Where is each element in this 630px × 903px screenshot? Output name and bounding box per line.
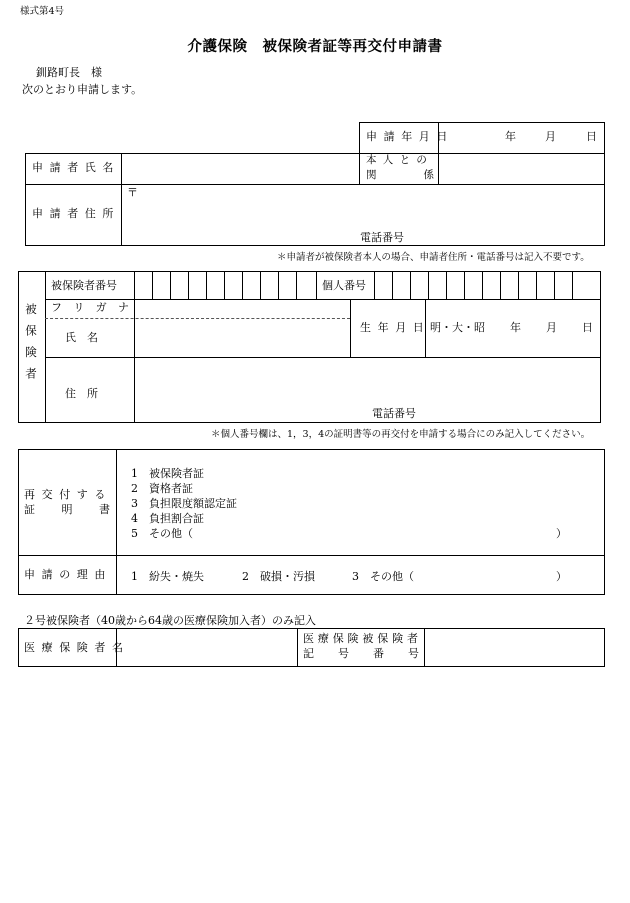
- furigana-label: フ リ ガ ナ: [51, 301, 129, 314]
- date-year-label: 年: [505, 130, 516, 143]
- birthdate-label: 生年月日: [360, 321, 431, 334]
- reissue-other-close: ）: [556, 527, 567, 540]
- reissue-other-field[interactable]: [200, 523, 550, 539]
- relation-label-line1: 本人との: [366, 154, 434, 166]
- applicant-note: ＊申請者が被保険者本人の場合、申請者住所・電話番号は記入不要です。: [277, 252, 590, 263]
- insured-address-field[interactable]: [137, 360, 597, 404]
- insured-name-label: 氏 名: [65, 331, 98, 344]
- applicant-address-label: 申請者住所: [32, 207, 120, 220]
- relation-label-line2: 関 係: [366, 169, 434, 181]
- insured-note: ＊個人番号欄は、1，3，4の証明書等の再交付を申請する場合にのみ記入してください。: [211, 429, 591, 440]
- mynumber-label: 個人番号: [322, 279, 366, 292]
- reissue-option-4[interactable]: 4 負担割合証: [131, 512, 204, 525]
- applicant-name-label: 申請者氏名: [32, 161, 120, 174]
- intro-text: 次のとおり申請します。: [22, 83, 143, 96]
- insured-phone-field[interactable]: [424, 406, 598, 421]
- reissue-option-5[interactable]: 5 その他（: [131, 527, 193, 540]
- date-day-label: 日: [586, 130, 597, 143]
- insured-side-label: 被保険者: [24, 303, 38, 389]
- mynumber-field[interactable]: [375, 272, 600, 298]
- postal-mark: 〒: [127, 186, 138, 199]
- reason-other-close: ）: [556, 570, 567, 583]
- reissue-label-line1: 再交付する: [24, 488, 112, 501]
- relation-field[interactable]: [441, 156, 602, 182]
- reissue-option-2[interactable]: 2 資格者証: [131, 482, 193, 495]
- insured-symbol-label-line1: 医療保険被保険者: [303, 632, 422, 645]
- birth-day-label: 日: [582, 321, 593, 334]
- birth-year-label: 年: [510, 321, 521, 334]
- applicant-address-field[interactable]: [140, 188, 600, 228]
- insured-number-field[interactable]: [135, 272, 315, 298]
- furigana-field[interactable]: [137, 301, 347, 316]
- insurer-name-label: 医療保険者名: [24, 641, 130, 654]
- insured-symbol-field[interactable]: [427, 631, 602, 664]
- reason-label: 申請の理由: [24, 568, 112, 581]
- birthdate-field[interactable]: [428, 302, 598, 354]
- reissue-option-3[interactable]: 3 負担限度額認定証: [131, 497, 237, 510]
- insured-number-label: 被保険者番号: [51, 279, 117, 292]
- application-date-field[interactable]: [445, 126, 497, 150]
- reissue-label-line2: 証 明 書: [24, 503, 110, 516]
- insured-address-label: 住 所: [65, 387, 98, 400]
- application-date-label: 申請年月日: [366, 130, 454, 143]
- reason-option-1[interactable]: 1 紛失・焼失: [131, 570, 204, 583]
- applicant-name-field[interactable]: [124, 156, 356, 182]
- birth-month-label: 月: [546, 321, 557, 334]
- birth-era-options: 明・大・昭: [430, 321, 485, 334]
- insured-name-field[interactable]: [137, 321, 347, 355]
- insured-symbol-label-line2: 記 号 番 号: [303, 647, 419, 660]
- applicant-phone-field[interactable]: [412, 230, 602, 244]
- secondary-heading: ２号被保険者（40歳から64歳の医療保険加入者）のみ記入: [24, 614, 316, 627]
- date-month-label: 月: [545, 130, 556, 143]
- reissue-option-1[interactable]: 1 被保険者証: [131, 467, 204, 480]
- addressee: 釧路町長 様: [36, 66, 102, 79]
- form-number: 様式第4号: [20, 6, 65, 17]
- page-title: 介護保険 被保険者証等再交付申請書: [187, 38, 443, 55]
- reason-option-2[interactable]: 2 破損・汚損: [242, 570, 315, 583]
- insurer-name-field[interactable]: [119, 631, 294, 664]
- applicant-phone-label: 電話番号: [360, 231, 404, 244]
- reason-other-field[interactable]: [422, 566, 552, 582]
- reason-option-3[interactable]: 3 その他（: [352, 570, 414, 583]
- insured-phone-label: 電話番号: [372, 407, 416, 420]
